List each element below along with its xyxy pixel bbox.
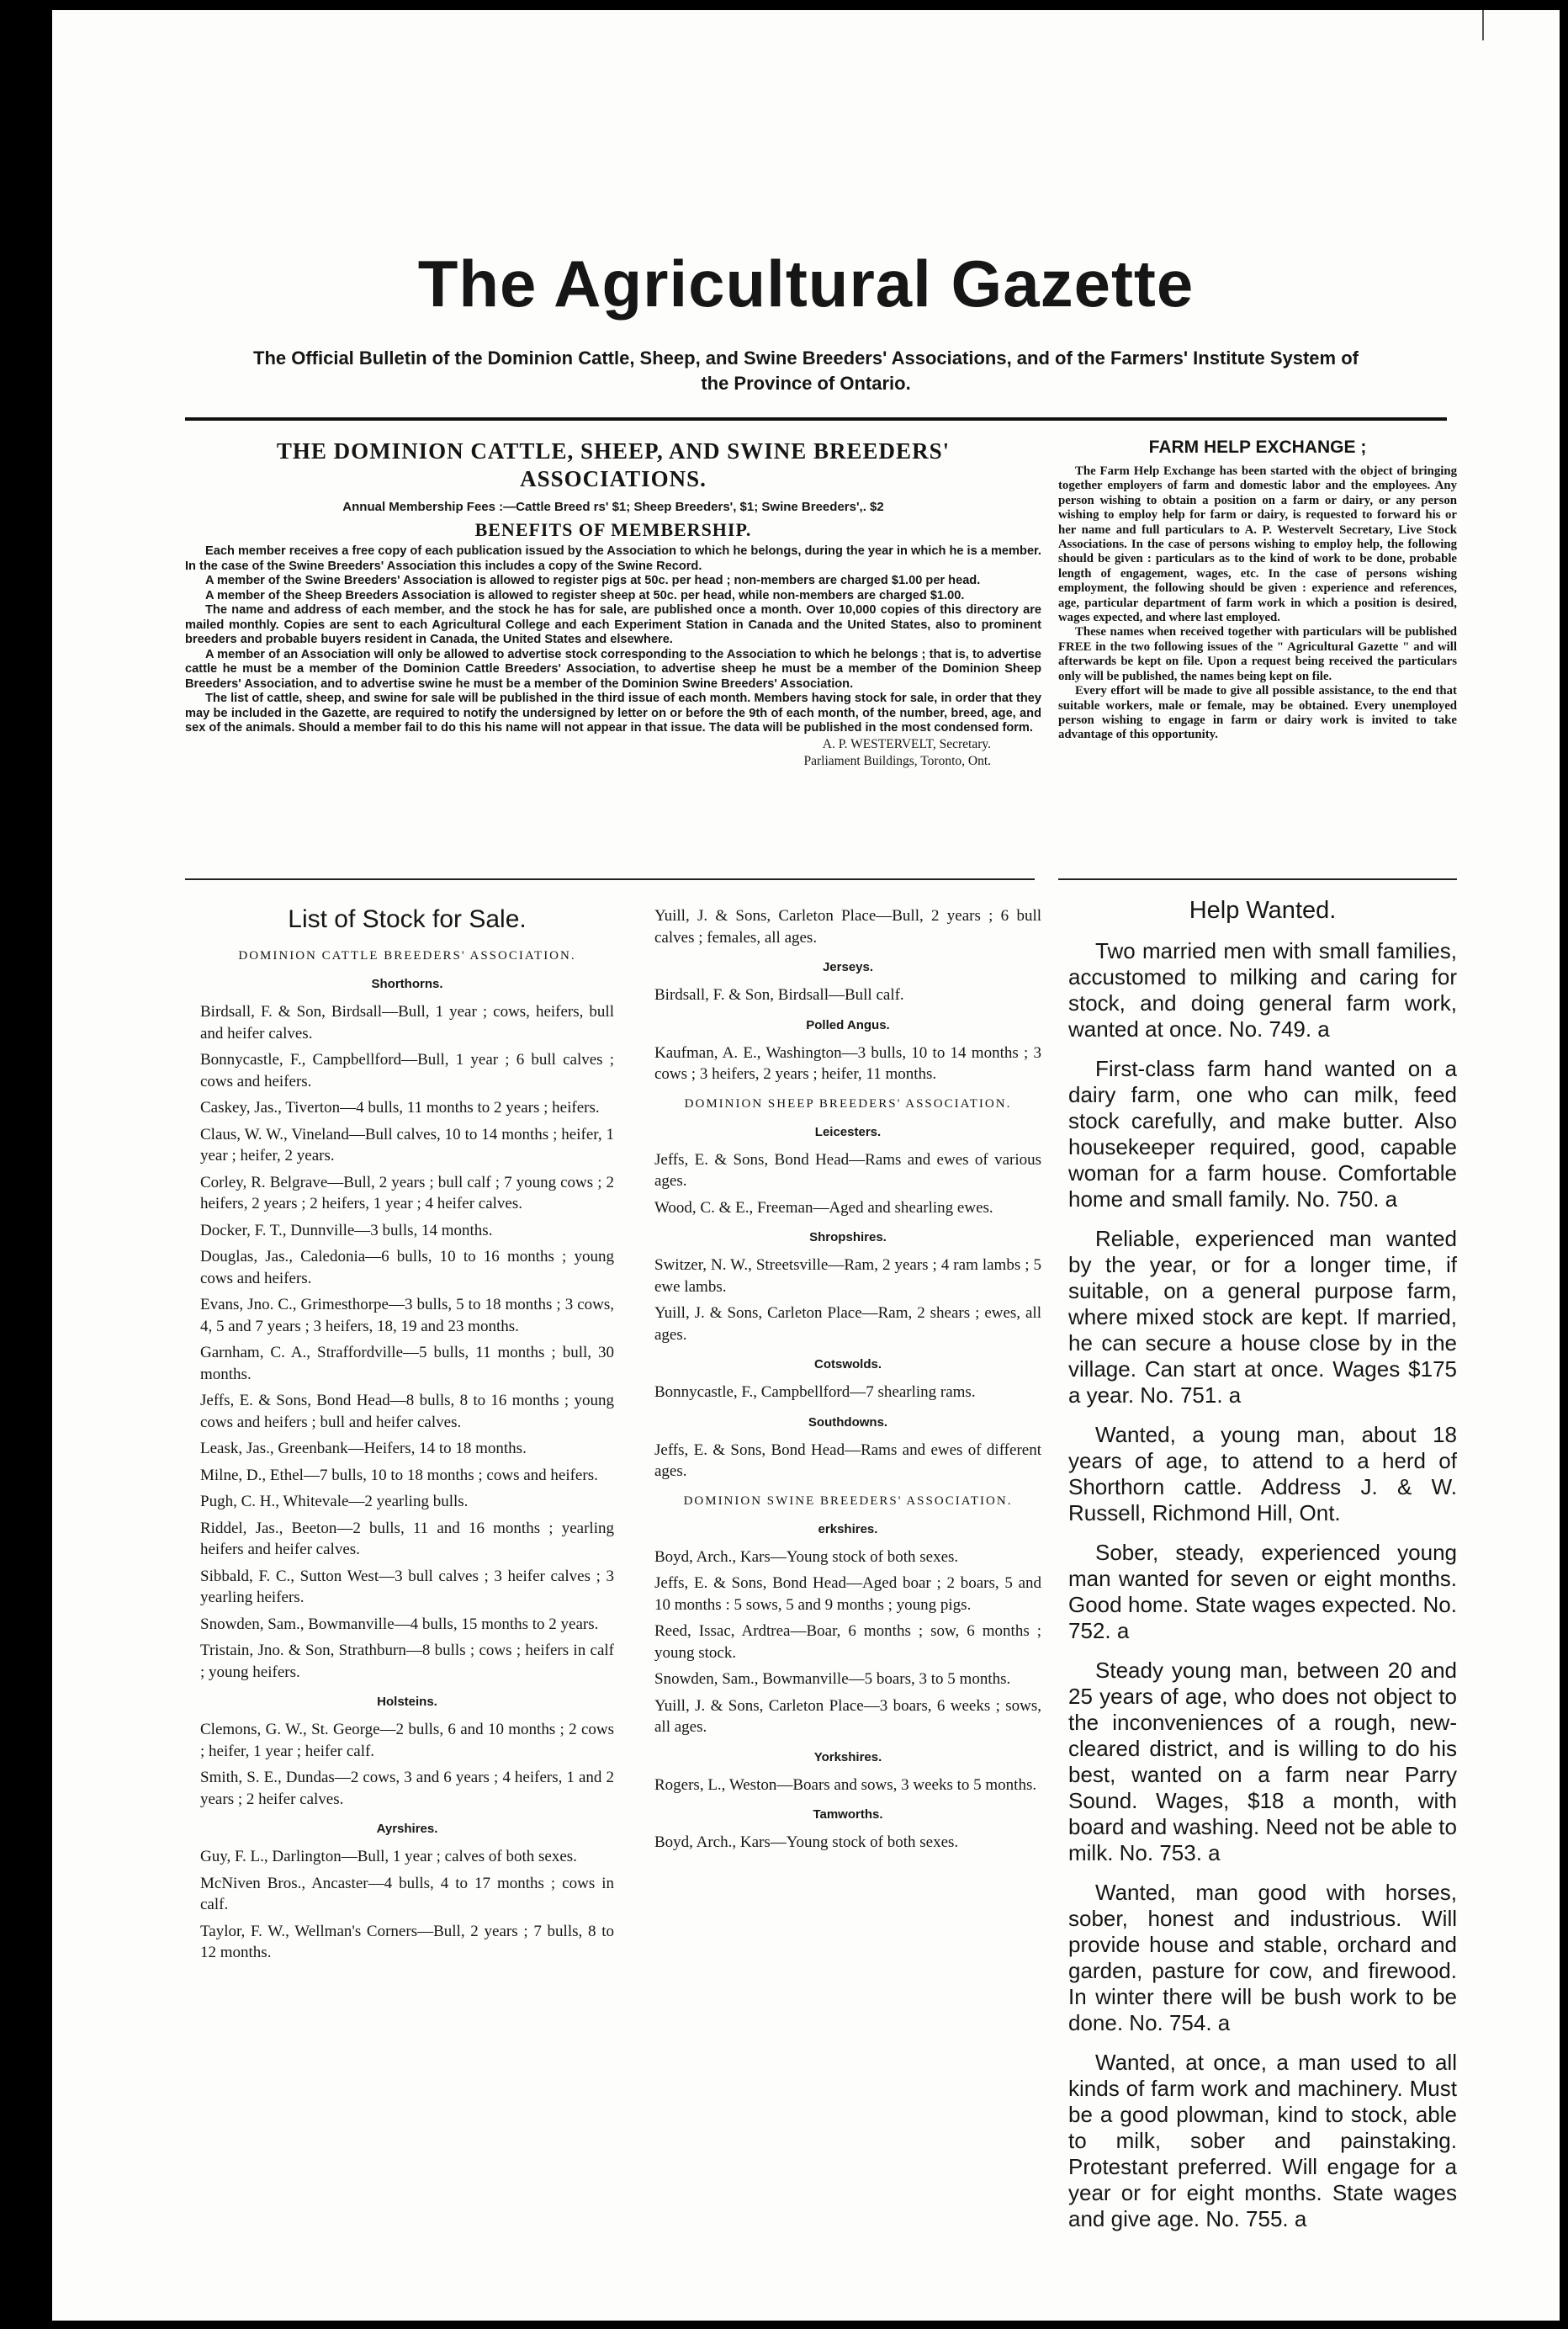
section-rule <box>1058 878 1457 880</box>
list-item: Bonnycastle, F., Campbellford—Bull, 1 year ; 6 bull calves ; cows and heifers. <box>200 1051 614 1090</box>
list-item: Rogers, L., Weston—Boars and sows, 3 weeks to 5 months. <box>654 1775 1037 1794</box>
newspaper-subtitle: The Official Bulletin of the Dominion Cattle, Sheep, and Swine Breeders' Associations, and of the Farmers' Institute System of the Province of Ontario. <box>253 347 1359 394</box>
help-wanted-ad: Wanted, a young man, about 18 years of age, to attend to a herd of Shorthorn cattle. Address J. & W. Russell, Richmond Hill, Ont. <box>1068 1422 1457 1525</box>
help-wanted-ad: Sober, steady, experienced young man wanted for seven or eight months. Good home. State wages expected. No. 752. a <box>1068 1540 1457 1643</box>
help-wanted-column <box>1068 897 1457 2246</box>
help-wanted-ad: First-class farm hand wanted on a dairy farm, one who can milk, feed stock carefully, and make butter. Also housekeeper required, good, capable woman for a farm house. Comfortable home and small family. No. 750. a <box>1068 1056 1457 1212</box>
farm-help-paragraph: The Farm Help Exchange has been started with the object of bringing together employers of farm and domestic labor and the employees. Any person wishing to obtain a position on a farm or dairy, or any person wishing to employ help for farm or dairy, is requested to forward his or her name and full particulars to A. P. Westervelt Secretary, Live Stock Associations. In the case of persons wishing to employ help, the following should be given : particulars as to the kind of work to be done, probable length of engagement, wages, etc. In the case of persons wishing employment, the following should be given : experience and references, age, particular department of farm work in which a position is desired, wages expected, and where last employed. <box>1058 464 1457 625</box>
breed-heading-ayrshires: Ayrshires. <box>376 1822 438 1836</box>
breed-heading-polled-angus: Polled Angus. <box>806 1017 890 1032</box>
list-item: Wood, C. & E., Freeman—Aged and shearling ewes. <box>654 1198 993 1217</box>
associations-notice <box>185 438 1041 770</box>
sheep-association-heading: DOMINION SHEEP BREEDERS' ASSOCIATION. <box>684 1096 1012 1111</box>
list-item: Jeffs, E. & Sons, Bond Head—8 bulls, 8 to 16 months ; young cows and heifers ; bull and heifer calves. <box>200 1392 614 1431</box>
breed-heading-shropshires: Shropshires. <box>809 1230 887 1244</box>
list-item: Boyd, Arch., Kars—Young stock of both sexes. <box>654 1833 959 1851</box>
help-wanted-ad: Wanted, at once, a man used to all kinds of farm work and machinery. Must be a good plowman, kind to stock, able to milk, sober and painstaking. Protestant preferred. Will engage for a year or for eight months. State wages and give age. No. 755. a <box>1068 2050 1457 2231</box>
list-item: Leask, Jas., Greenbank—Heifers, 14 to 18 months. <box>200 1440 527 1457</box>
header-rule <box>185 417 1447 421</box>
list-item: Taylor, F. W., Wellman's Corners—Bull, 2 years ; 7 bulls, 8 to 12 months. <box>200 1922 614 1961</box>
cattle-association-heading: DOMINION CATTLE BREEDERS' ASSOCIATION. <box>238 949 576 963</box>
help-wanted-ad: Reliable, experienced man wanted by the year, or for a longer time, if suitable, on a general purpose farm, where mixed stock are kept. If married, he can secure a house close by in the village. Can start at once. Wages $175 a year. No. 751. a <box>1068 1226 1457 1408</box>
list-item: Sibbald, F. C., Sutton West—3 bull calves ; 3 heifer calves ; 3 yearling heifers. <box>200 1567 614 1606</box>
list-item: Guy, F. L., Darlington—Bull, 1 year ; calves of both sexes. <box>200 1848 577 1865</box>
stock-list-column-2 <box>654 905 1041 1859</box>
list-item: Yuill, J. & Sons, Carleton Place—Bull, 2 years ; 6 bull calves ; females, all ages. <box>654 907 1041 947</box>
list-item: Yuill, J. & Sons, Carleton Place—3 boars, 6 weeks ; sows, all ages. <box>654 1696 1041 1736</box>
breed-heading-tamworths: Tamworths. <box>813 1807 883 1822</box>
farm-help-heading: FARM HELP EXCHANGE ; <box>1148 438 1367 457</box>
list-item: Birdsall, F. & Son, Birdsall—Bull calf. <box>654 986 904 1004</box>
list-item: Kaufman, A. E., Washington—3 bulls, 10 to 14 months ; 3 cows ; 3 heifers, 2 years ; heifer, 11 months. <box>654 1043 1041 1083</box>
membership-fees: Annual Membership Fees :—Cattle Breed rs' $1; Sheep Breeders', $1; Swine Breeders',. $2 <box>342 500 884 514</box>
benefit-paragraph: A member of the Sheep Breeders Association is allowed to register sheep at 50c. per head, while non-members are charged $1.00. <box>205 588 965 602</box>
swine-association-heading: DOMINION SWINE BREEDERS' ASSOCIATION. <box>683 1493 1013 1508</box>
list-item: Jeffs, E. & Sons, Bond Head—Rams and ewes of various ages. <box>654 1150 1041 1190</box>
list-item: Corley, R. Belgrave—Bull, 2 years ; bull calf ; 7 young cows ; 2 heifers, 2 years ; 2 heifers, 1 year ; 4 heifer calves. <box>200 1173 614 1212</box>
help-wanted-ad: Wanted, man good with horses, sober, honest and industrious. Will provide house and stable, orchard and garden, pasture for cow, and firewood. In winter there will be bush work to be done. No. 754. a <box>1068 1880 1457 2035</box>
benefit-paragraph: A member of the Swine Breeders' Association is allowed to register pigs at 50c. per head ; non-members are charged $1.00 per head. <box>205 574 981 587</box>
list-item: Switzer, N. W., Streetsville—Ram, 2 years ; 4 ram lambs ; 5 ewe lambs. <box>654 1256 1041 1296</box>
breed-heading-cotswolds: Cotswolds. <box>813 1357 882 1371</box>
list-item: Garnham, C. A., Straffordville—5 bulls, 11 months ; bull, 30 months. <box>200 1344 614 1383</box>
list-item: Snowden, Sam., Bowmanville—4 bulls, 15 months to 2 years. <box>200 1615 599 1633</box>
section-rule <box>185 878 1035 880</box>
list-item: Jeffs, E. & Sons, Bond Head—Rams and ewes of different ages. <box>654 1440 1041 1480</box>
list-item: Milne, D., Ethel—7 bulls, 10 to 18 months ; cows and heifers. <box>200 1466 598 1484</box>
breed-heading-berkshires: erkshires. <box>818 1521 878 1536</box>
list-item: Bonnycastle, F., Campbellford—7 shearling rams. <box>654 1383 976 1401</box>
breed-heading-leicesters: Leicesters. <box>814 1124 882 1139</box>
list-item: Tristain, Jno. & Son, Strathburn—8 bulls ; cows ; heifers in calf ; young heifers. <box>200 1642 614 1681</box>
help-wanted-ad: Steady young man, between 20 and 25 years of age, who does not object to the inconveniences of a rough, new-cleared district, and is willing to do his best, wanted on a farm near Parry Sound. Wages, $18 a month, with board and washing. Need not be able to milk. No. 753. a <box>1068 1658 1457 1865</box>
signature-name: A. P. WESTERVELT, Secretary. <box>822 736 991 751</box>
list-item: Jeffs, E. & Sons, Bond Head—Aged boar ; 2 boars, 5 and 10 months : 5 sows, 5 and 9 months ; young pigs. <box>654 1574 1041 1614</box>
list-item: Riddel, Jas., Beeton—2 bulls, 11 and 16 months ; yearling heifers and heifer calves. <box>200 1519 614 1558</box>
list-item: Snowden, Sam., Bowmanville—5 boars, 3 to 5 months. <box>654 1670 1011 1688</box>
breed-heading-southdowns: Southdowns. <box>808 1414 888 1430</box>
farm-help-paragraph: Every effort will be made to give all possible assistance, to the end that suitable workers, male or female, may be obtained. Every unemployed person wishing to engage in farm or dairy work is invited to take advantage of this opportunity. <box>1058 684 1457 742</box>
list-item: Clemons, G. W., St. George—2 bulls, 6 and 10 months ; 2 cows ; heifer, 1 year ; heifer calf. <box>200 1721 614 1760</box>
stock-list-column-1 <box>200 905 614 1969</box>
page-edge-mark <box>1482 10 1484 40</box>
breed-heading-shorthorns: Shorthorns. <box>371 977 443 991</box>
list-item: Pugh, C. H., Whitevale—2 yearling bulls. <box>200 1493 469 1510</box>
masthead <box>52 246 1560 396</box>
benefits-heading: BENEFITS OF MEMBERSHIP. <box>474 519 752 540</box>
breed-heading-jerseys: Jerseys. <box>822 960 874 974</box>
benefit-paragraph: A member of an Association will only be allowed to advertise stock corresponding to the Association to which he belongs ; that is, to advertise cattle he must be a member of the Dominion Cattle Breeders' Association, to advertise sheep he must be a member of the Dominion Sheep Breeders' Association, and to advertise swine he must be a member of the Dominion Swine Breeders' Association. <box>185 647 1041 691</box>
list-item: Douglas, Jas., Caledonia—6 bulls, 10 to 16 months ; young cows and heifers. <box>200 1248 614 1287</box>
signature-address: Parliament Buildings, Toronto, Ont. <box>803 753 991 768</box>
page <box>52 10 1560 2321</box>
list-item: Evans, Jno. C., Grimesthorpe—3 bulls, 5 to 18 months ; 3 cows, 4, 5 and 7 years ; 3 heifers, 18, 19 and 23 months. <box>200 1296 614 1335</box>
benefit-paragraph: The name and address of each member, and the stock he has for sale, are published once a month. Over 10,000 copies of this directory are mailed monthly. Copies are sent to each Agricultural College and each Experiment Station in Canada and the United States, also to prominent breeders and probable buyers resident in Canada, the United States and elsewhere. <box>185 603 1041 646</box>
benefit-paragraph: Each member receives a free copy of each publication issued by the Association to which he belongs, during the year in which he is a member. In the case of the Swine Breeders' Association this includes a copy of the Swine Record. <box>185 544 1041 573</box>
list-item: Reed, Issac, Ardtrea—Boar, 6 months ; sow, 6 months ; young stock. <box>654 1622 1041 1662</box>
list-item: Smith, S. E., Dundas—2 cows, 3 and 6 years ; 4 heifers, 1 and 2 years ; 2 heifer calves. <box>200 1769 614 1808</box>
list-item: Caskey, Jas., Tiverton—4 bulls, 11 months to 2 years ; heifers. <box>200 1099 600 1117</box>
benefit-paragraph: The list of cattle, sheep, and swine for sale will be published in the third issue of each month. Members having stock for sale, in order that they may be included in the Gazette, are required to notify the undersigned by letter on or before the 9th of each month, of the number, breed, age, and sex of the animals. Should a member fail to do this his name will not appear in that issue. The data will be published in the most condensed form. <box>185 692 1041 735</box>
breed-heading-holsteins: Holsteins. <box>377 1695 437 1709</box>
breed-heading-yorkshires: Yorkshires. <box>813 1749 882 1764</box>
list-item: McNiven Bros., Ancaster—4 bulls, 4 to 17 months ; cows in calf. <box>200 1874 614 1913</box>
list-item: Boyd, Arch., Kars—Young stock of both sexes. <box>654 1547 959 1566</box>
list-item: Birdsall, F. & Son, Birdsall—Bull, 1 year ; cows, heifers, bull and heifer calves. <box>200 1003 614 1042</box>
list-item: Docker, F. T., Dunnville—3 bulls, 14 months. <box>200 1221 493 1239</box>
help-wanted-title: Help Wanted. <box>1189 897 1337 924</box>
help-wanted-ad: Two married men with small families, accustomed to milking and caring for stock, and doing general farm work, wanted at once. No. 749. a <box>1068 938 1457 1042</box>
list-item: Yuill, J. & Sons, Carleton Place—Ram, 2 shears ; ewes, all ages. <box>654 1304 1041 1344</box>
stock-list-title: List of Stock for Sale. <box>288 905 527 933</box>
newspaper-title: The Agricultural Gazette <box>417 247 1195 321</box>
list-item: Claus, W. W., Vineland—Bull calves, 10 to 14 months ; heifer, 1 year ; heifer, 2 years. <box>200 1125 614 1164</box>
farm-help-paragraph: These names when received together with particulars will be published FREE in the two following issues of the " Agricultural Gazette " and will afterwards be kept on file. Upon a request being received the particulars only will be published, the names being kept on file. <box>1058 625 1457 683</box>
associations-heading: THE DOMINION CATTLE, SHEEP, AND SWINE BREEDERS' ASSOCIATIONS. <box>276 438 951 491</box>
farm-help-exchange <box>1058 438 1457 743</box>
